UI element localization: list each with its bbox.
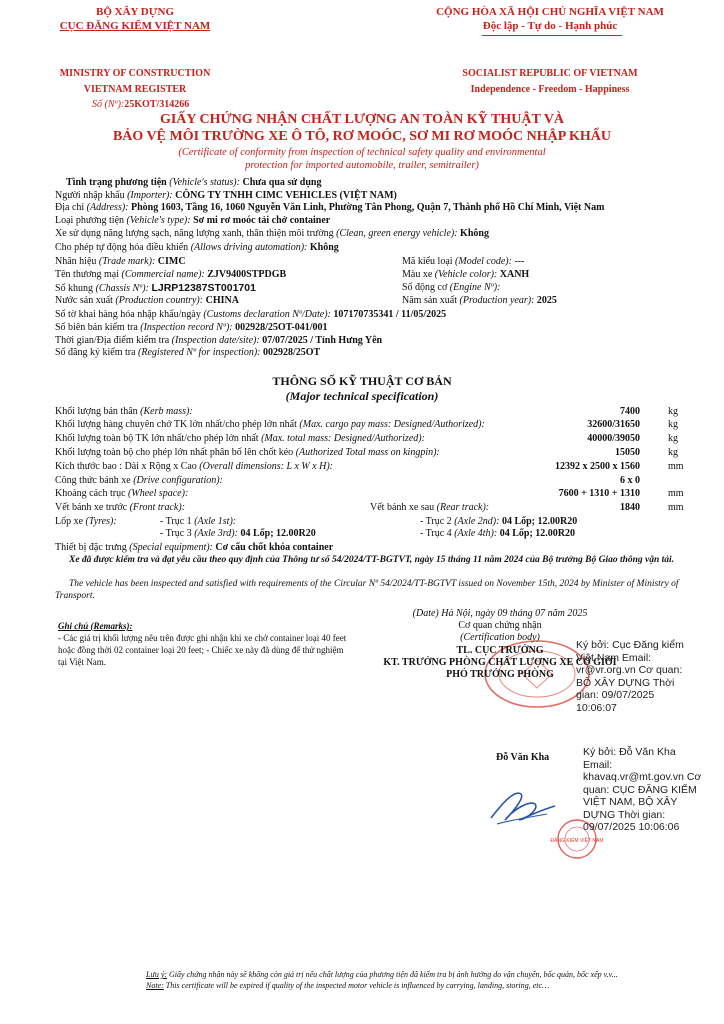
vehicle-type-row: Loại phương tiện (Vehicle's type): Sơ mi rơ moóc tải chở container	[55, 215, 331, 226]
spec-row-unit: mm	[668, 461, 684, 472]
spec-row-unit: kg	[668, 406, 678, 417]
signer-name: Đỗ Văn Kha	[496, 752, 550, 763]
country-motto-en: Independence - Freedom - Happiness	[470, 84, 630, 95]
cert-number: Số (Nº):25KOT/314266	[92, 99, 190, 110]
rear-track-label: Vết bánh xe sau (Rear track):	[370, 502, 490, 513]
rear-track-unit: mm	[668, 502, 684, 513]
org-register: CỤC ĐĂNG KIỂM VIỆT NAM	[59, 20, 211, 32]
sign-date: (Date) Hà Nội, ngày 09 tháng 07 năm 2025	[412, 608, 588, 619]
remarks-text: - Các giá trị khối lượng nêu trên được ghi nhận khi xe chở container loại 40 feet hoặc đồng thời 02 container loại 20 feet; - Chiếc xe này đã dùng để thử nghiệm tại Việt Nam.	[58, 633, 347, 667]
spec-title: THÔNG SỐ KỸ THUẬT CƠ BẢN	[272, 374, 452, 388]
spec-row-label: Kích thước bao : Dài x Rộng x Cao (Overall dimensions: L x W x H):	[55, 461, 333, 472]
handwritten-signature-icon	[485, 780, 565, 832]
org-ministry-en: MINISTRY OF CONSTRUCTION	[59, 68, 211, 79]
engine-row: Số động cơ (Engine Nº):	[402, 282, 501, 293]
spec-row-value: 12392 x 2500 x 1560	[555, 461, 640, 472]
spec-row-unit: kg	[668, 419, 678, 430]
digital-signature-person: Ký bởi: Đỗ Văn Kha Email: khavaq.vr@mt.gov.vn Cơ quan: CỤC ĐĂNG KIỂM VIỆT NAM, BỘ XÂY DỰNG Thời gian: 09/07/2025 10:06:06	[583, 746, 702, 833]
inspection-date-row: Thời gian/Địa điểm kiểm tra (Inspection date/site): 07/07/2025 / Tỉnh Hưng Yên	[55, 335, 383, 346]
title-line2: BẢO VỆ MÔI TRƯỜNG XE Ô TÔ, RƠ MOÓC, SƠ MI RƠ MOÓC NHẬP KHẨU	[112, 129, 612, 144]
spec-row-label: Khối lượng toàn bộ cho phép lớn nhất phân bố lên chốt kéo (Authorized Total mass on kingpin):	[55, 447, 440, 458]
color-row: Màu xe (Vehicle color): XANH	[402, 269, 530, 280]
country-name-en: SOCIALIST REPUBLIC OF VIETNAM	[462, 68, 638, 79]
digital-signature-org: Ký bởi: Cục Đăng kiểm Việt Nam Email: vr@vr.org.vn Cơ quan: BỘ XÂY DỰNG Thời gian: 09/07/2025 10:06:07	[576, 639, 684, 714]
spec-title-en: (Major technical specification)	[285, 389, 439, 403]
country-motto: Độc lập - Tự do - Hạnh phúc	[482, 20, 618, 32]
status-row: Tình trạng phương tiện (Vehicle's status): Chưa qua sử dụng	[66, 177, 322, 188]
org-register-en: VIETNAM REGISTER	[83, 84, 187, 95]
spec-row-value: 7400	[620, 406, 640, 417]
spec-row-unit: kg	[668, 433, 678, 444]
spec-row-value: 40000/39050	[587, 433, 640, 444]
title-en1: (Certificate of conformity from inspection of technical safety quality and environmental	[178, 147, 546, 158]
spec-row-value: 32600/31650	[587, 419, 640, 430]
statement-en: The vehicle has been inspected and satisfied with requirements of the Circular Nº 54/2024/TT-BGTVT issued on November 15th, 2024 by Minister of Ministry of Transport.	[55, 579, 679, 601]
spec-row-unit: mm	[668, 488, 684, 499]
axle4-row: - Trục 4 (Axle 4th): 04 Lốp; 12.00R20	[420, 528, 576, 539]
spec-row-value: 15050	[615, 447, 640, 458]
spec-row-label: Khối lượng toàn bộ TK lớn nhất/cho phép lớn nhất (Max. total mass: Designed/Authorized):	[55, 433, 425, 444]
remarks-title: Ghi chú (Remarks):	[58, 621, 133, 631]
sign-pos3: PHÓ TRƯỞNG PHÒNG	[446, 669, 554, 680]
rear-track-value: 1840	[620, 502, 640, 513]
sign-pos1: TL. CỤC TRƯỞNG	[456, 645, 544, 656]
spec-row-value: 7600 + 1310 + 1310	[558, 488, 640, 499]
axle3-row: - Trục 3 (Axle 3rd): 04 Lốp; 12.00R20	[160, 528, 316, 539]
automation-row: Cho phép tự động hóa điều khiển (Allows driving automation): Không	[55, 242, 339, 253]
motto-underline	[482, 35, 622, 36]
spec-row-label: Khoảng cách trục (Wheel space):	[55, 488, 189, 499]
country-name: CỘNG HÒA XÃ HỘI CHỦ NGHĨA VIỆT NAM	[436, 6, 664, 18]
spec-row-value: 6 x 0	[620, 475, 640, 486]
org-ministry: BỘ XÂY DỰNG	[95, 6, 174, 18]
model-row: Mã kiểu loại (Model code): ---	[402, 256, 525, 267]
year-row: Năm sản xuất (Production year): 2025	[402, 295, 557, 306]
trademark-row: Nhãn hiệu (Trade mark): CIMC	[55, 256, 186, 267]
spec-row-label: Khối lượng hàng chuyên chở TK lớn nhất/cho phép lớn nhất (Max. cargo pay mass: Designed/Authorized):	[55, 419, 485, 430]
footer-vn: Lưu ý: Giấy chứng nhận này sẽ không còn giá trị nếu chất lượng của phương tiện đã kiểm tra bị ảnh hưởng do vận chuyển, bốc quản, bốc xếp v.v...	[146, 970, 618, 979]
address-row: Địa chỉ (Address): Phòng 1603, Tầng 16, 1060 Nguyễn Văn Linh, Phường Tân Phong, Quận 7, Thành phố Hồ Chí Minh, Việt Nam	[55, 202, 605, 213]
registered-row: Số đăng ký kiểm tra (Registered Nº for inspection): 002928/25OT	[55, 347, 321, 358]
axle1-row: - Trục 1 (Axle 1st):	[160, 516, 237, 527]
title-en2: protection for imported automobile, trailer, semitrailer)	[245, 160, 479, 171]
footer-en: Note: This certificate will be expired if quality of the inspected motor vehicle is influenced by carrying, landing, storing, etc…	[146, 981, 550, 990]
spec-row-label: Công thức bánh xe (Drive configuration):	[55, 475, 223, 486]
record-row: Số biên bản kiểm tra (Inspection record Nº): 002928/25OT-041/001	[55, 322, 328, 333]
importer-row: Người nhập khẩu (Importer): CÔNG TY TNHH CIMC VEHICLES (VIỆT NAM)	[55, 190, 397, 201]
country-row: Nước sản xuất (Production country): CHINA	[55, 295, 239, 306]
sign-body-en: (Certification body)	[460, 632, 540, 643]
seal-text: ĐĂNG KIỂM VIỆT NAM	[550, 838, 604, 844]
chassis-row: Số khung (Chassis Nº): LJRP12387ST001701	[55, 282, 256, 294]
spec-row-label: Khối lượng bản thân (Kerb mass):	[55, 406, 193, 417]
customs-row: Số tờ khai hàng hóa nhập khẩu/ngày (Customs declaration Nº/Date): 107170735341 / 11/05/2025	[55, 309, 447, 320]
title-line1: GIẤY CHỨNG NHẬN CHẤT LƯỢNG AN TOÀN KỸ THUẬT VÀ	[159, 112, 565, 127]
sign-pos2: KT. TRƯỞNG PHÒNG CHẤT LƯỢNG XE CƠ GIỚI	[383, 657, 617, 668]
equipment-row: Thiết bị đặc trưng (Special equipment): Cơ cấu chốt khóa container	[55, 542, 334, 553]
commercial-row: Tên thương mại (Commercial name): ZJV9400STPDGB	[55, 269, 287, 280]
spec-row-unit: kg	[668, 447, 678, 458]
axle2-row: - Trục 2 (Axle 2nd): 04 Lốp; 12.00R20	[420, 516, 578, 527]
tyres-label: Lốp xe (Tyres):	[55, 516, 117, 527]
green-energy-row: Xe sử dụng năng lượng sạch, năng lượng xanh, thân thiện môi trường (Clean, green energy vehicle): Không	[55, 228, 489, 239]
statement-vn: Xe đã được kiểm tra và đạt yêu cầu theo quy định của Thông tư số 54/2024/TT-BGTVT, ngày 15 tháng 11 năm 2024 của Bộ trưởng Bộ Giao thông vận tải.	[69, 555, 675, 565]
sign-body: Cơ quan chứng nhận	[458, 620, 542, 631]
front-track-row: Vết bánh xe trước (Front track):	[55, 502, 186, 513]
